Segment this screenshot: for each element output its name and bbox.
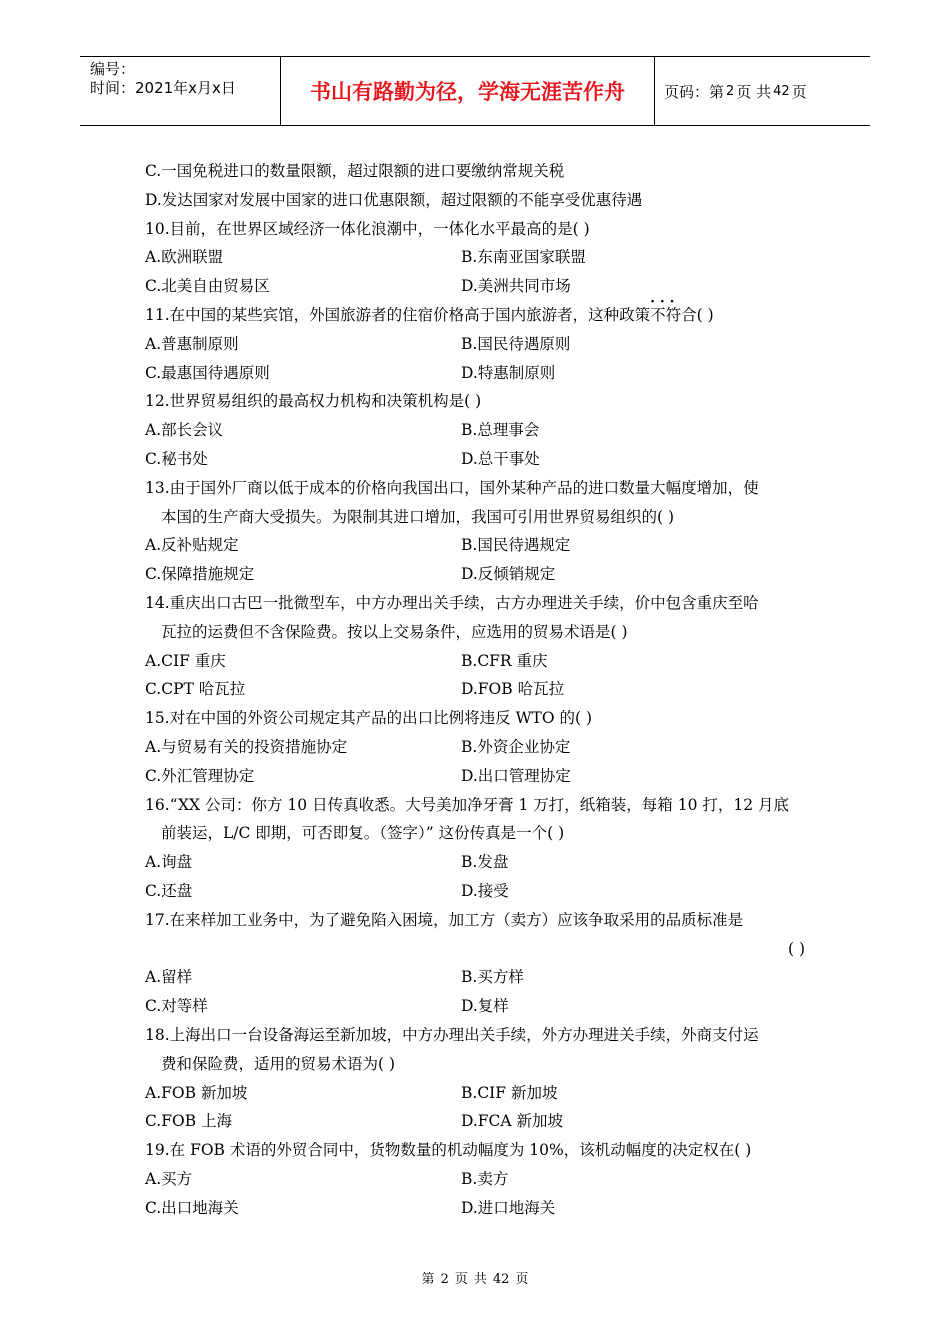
option-c: C.对等样 <box>145 997 208 1016</box>
option-d: D.反倾销规定 <box>461 565 556 584</box>
question-18-stem-cont: 费和保险费，适用的贸易术语为( ) <box>161 1054 396 1073</box>
option-c: C.FOB 上海 <box>145 1112 233 1131</box>
option-d: D.特惠制原则 <box>461 363 556 382</box>
page-header <box>80 56 870 126</box>
document-time: 时间：2021年x月x日 <box>90 79 236 97</box>
question-11-paren: ( ) <box>696 305 714 324</box>
option-b: B.CFR 重庆 <box>461 651 548 670</box>
question-18-options-cd <box>145 1107 810 1136</box>
option-d: D.FOB 哈瓦拉 <box>461 680 565 699</box>
option-b: B.国民待遇规定 <box>461 536 571 555</box>
footer-page-number: 2 <box>440 1272 449 1287</box>
option-d: D.进口地海关 <box>461 1198 556 1217</box>
question-10-stem: 10.目前，在世界区域经济一体化浪潮中，一体化水平最高的是( ) <box>145 219 590 238</box>
page-footer <box>0 1268 950 1287</box>
question-list <box>145 157 810 1222</box>
option-d: D.美洲共同市场 <box>461 277 571 296</box>
question-18-stem: 18.上海出口一台设备海运至新加坡，中方办理出关手续，外方办理进关手续，外商支付运 <box>145 1025 759 1044</box>
option-a: A.FOB 新加坡 <box>145 1083 248 1102</box>
option-a: A.留样 <box>145 968 193 987</box>
page-suffix: 页 <box>791 82 807 101</box>
question-19-options-cd <box>145 1194 810 1223</box>
question-14-stem-cont: 瓦拉的运费但不含保险费。按以上交易条件，应选用的贸易术语是( ) <box>161 622 628 641</box>
footer-suffix: 页 <box>515 1272 529 1287</box>
option-c: C.最惠国待遇原则 <box>145 363 270 382</box>
option-b: B.总理事会 <box>461 421 540 440</box>
option-c: C.保障措施规定 <box>145 565 255 584</box>
question-10-options-cd <box>145 272 810 301</box>
option-a: A.CIF 重庆 <box>145 651 226 670</box>
question-19-options-ab <box>145 1165 810 1194</box>
option-a: A.反补贴规定 <box>145 536 239 555</box>
question-13-stem: 13.由于国外厂商以低于成本的价格向我国出口，国外某种产品的进口数量大幅度增加，使 <box>145 478 759 497</box>
option-b: B.国民待遇原则 <box>461 334 571 353</box>
question-15-options-ab <box>145 733 810 762</box>
question-15-options-cd <box>145 762 810 791</box>
footer-prefix: 第 <box>421 1272 435 1287</box>
option-b: B.卖方 <box>461 1169 509 1188</box>
option-d: D.复样 <box>461 997 509 1016</box>
option-c-q9: C.一国免税进口的数量限额，超过限额的进口要缴纳常规关税 <box>145 162 565 180</box>
question-17-options-cd <box>145 992 810 1021</box>
footer-total: 42 <box>492 1272 510 1287</box>
question-17-stem: 17.在来样加工业务中，为了避免陷入困境，加工方（卖方）应该争取采用的品质标准是 <box>145 910 744 929</box>
question-13-options-ab <box>145 531 810 560</box>
option-b: B.外资企业协定 <box>461 737 571 756</box>
option-a: A.部长会议 <box>145 421 224 440</box>
option-a: A.询盘 <box>145 853 193 872</box>
option-d: D.接受 <box>461 881 509 900</box>
question-11-stem <box>145 301 810 330</box>
question-12-options-ab <box>145 416 810 445</box>
question-10-options-ab <box>145 243 810 272</box>
question-14-stem: 14.重庆出口古巴一批微型车，中方办理出关手续，古方办理进关手续，价中包含重庆至哈 <box>145 593 759 612</box>
option-b: B.买方样 <box>461 968 524 987</box>
question-15-stem: 15.对在中国的外资公司规定其产品的出口比例将违反 WTO 的( ) <box>145 709 593 728</box>
page-number: 2 <box>726 83 735 99</box>
question-11-stem-text: 11.在中国的某些宾馆，外国旅游者的住宿价格高于国内旅游者，这种政策 <box>145 305 651 324</box>
question-14-options-cd <box>145 675 810 704</box>
header-page-info <box>655 57 870 125</box>
footer-total-prefix: 共 <box>473 1272 487 1287</box>
emphasis-dotted: · · · 不符合 <box>650 301 697 330</box>
option-a: A.买方 <box>145 1169 193 1188</box>
option-b: B.发盘 <box>461 853 509 872</box>
option-d-q9: D.发达国家对发展中国家的进口优惠限额，超过限额的不能享受优惠待遇 <box>145 190 643 209</box>
question-17-options-ab <box>145 963 810 992</box>
question-14-options-ab <box>145 647 810 676</box>
option-d: D.FCA 新加坡 <box>461 1112 564 1131</box>
question-16-options-ab <box>145 848 810 877</box>
question-16-stem: 16.“XX 公司：你方 10 日传真收悉。大号美加净牙膏 1 万打，纸箱装，每箱 10 打，12 月底 <box>145 795 790 814</box>
question-16-options-cd <box>145 877 810 906</box>
question-17-paren: ( ) <box>787 939 805 958</box>
question-16-stem-cont: 前装运，L/C 即期，可否即复。（签字）” 这份传真是一个( ) <box>161 824 565 843</box>
question-13-stem-cont: 本国的生产商大受损失。为限制其进口增加，我国可引用世界贸易组织的( ) <box>161 507 675 526</box>
document-id-label: 编号： <box>90 60 136 78</box>
question-13-options-cd <box>145 560 810 589</box>
option-b: B.CIF 新加坡 <box>461 1083 558 1102</box>
option-a: A.与贸易有关的投资措施协定 <box>145 737 348 756</box>
option-c: C.外汇管理协定 <box>145 766 255 785</box>
option-c: C.秘书处 <box>145 449 208 468</box>
question-18-options-ab <box>145 1079 810 1108</box>
header-meta <box>80 57 281 125</box>
option-c: C.还盘 <box>145 881 193 900</box>
question-12-stem: 12.世界贸易组织的最高权力机构和决策机构是( ) <box>145 392 482 411</box>
option-c: C.CPT 哈瓦拉 <box>145 680 246 699</box>
question-12-options-cd <box>145 445 810 474</box>
option-d: D.出口管理协定 <box>461 766 571 785</box>
option-c: C.北美自由贸易区 <box>145 277 270 296</box>
option-c: C.出口地海关 <box>145 1198 239 1217</box>
question-11-options-cd <box>145 359 810 388</box>
question-11-options-ab <box>145 330 810 359</box>
question-19-stem: 19.在 FOB 术语的外贸合同中，货物数量的机动幅度为 10%，该机动幅度的决定权在( ) <box>145 1141 752 1160</box>
page-mid: 页 共 <box>736 82 772 101</box>
option-a: A.欧洲联盟 <box>145 248 224 267</box>
option-a: A.普惠制原则 <box>145 334 239 353</box>
option-b: B.东南亚国家联盟 <box>461 248 586 267</box>
footer-page-word: 页 <box>454 1272 468 1287</box>
page-total: 42 <box>773 83 790 99</box>
option-d: D.总干事处 <box>461 449 540 468</box>
page-prefix: 页码：第 <box>664 82 725 101</box>
header-motto: 书山有路勤为径，学海无涯苦作舟 <box>281 57 655 125</box>
